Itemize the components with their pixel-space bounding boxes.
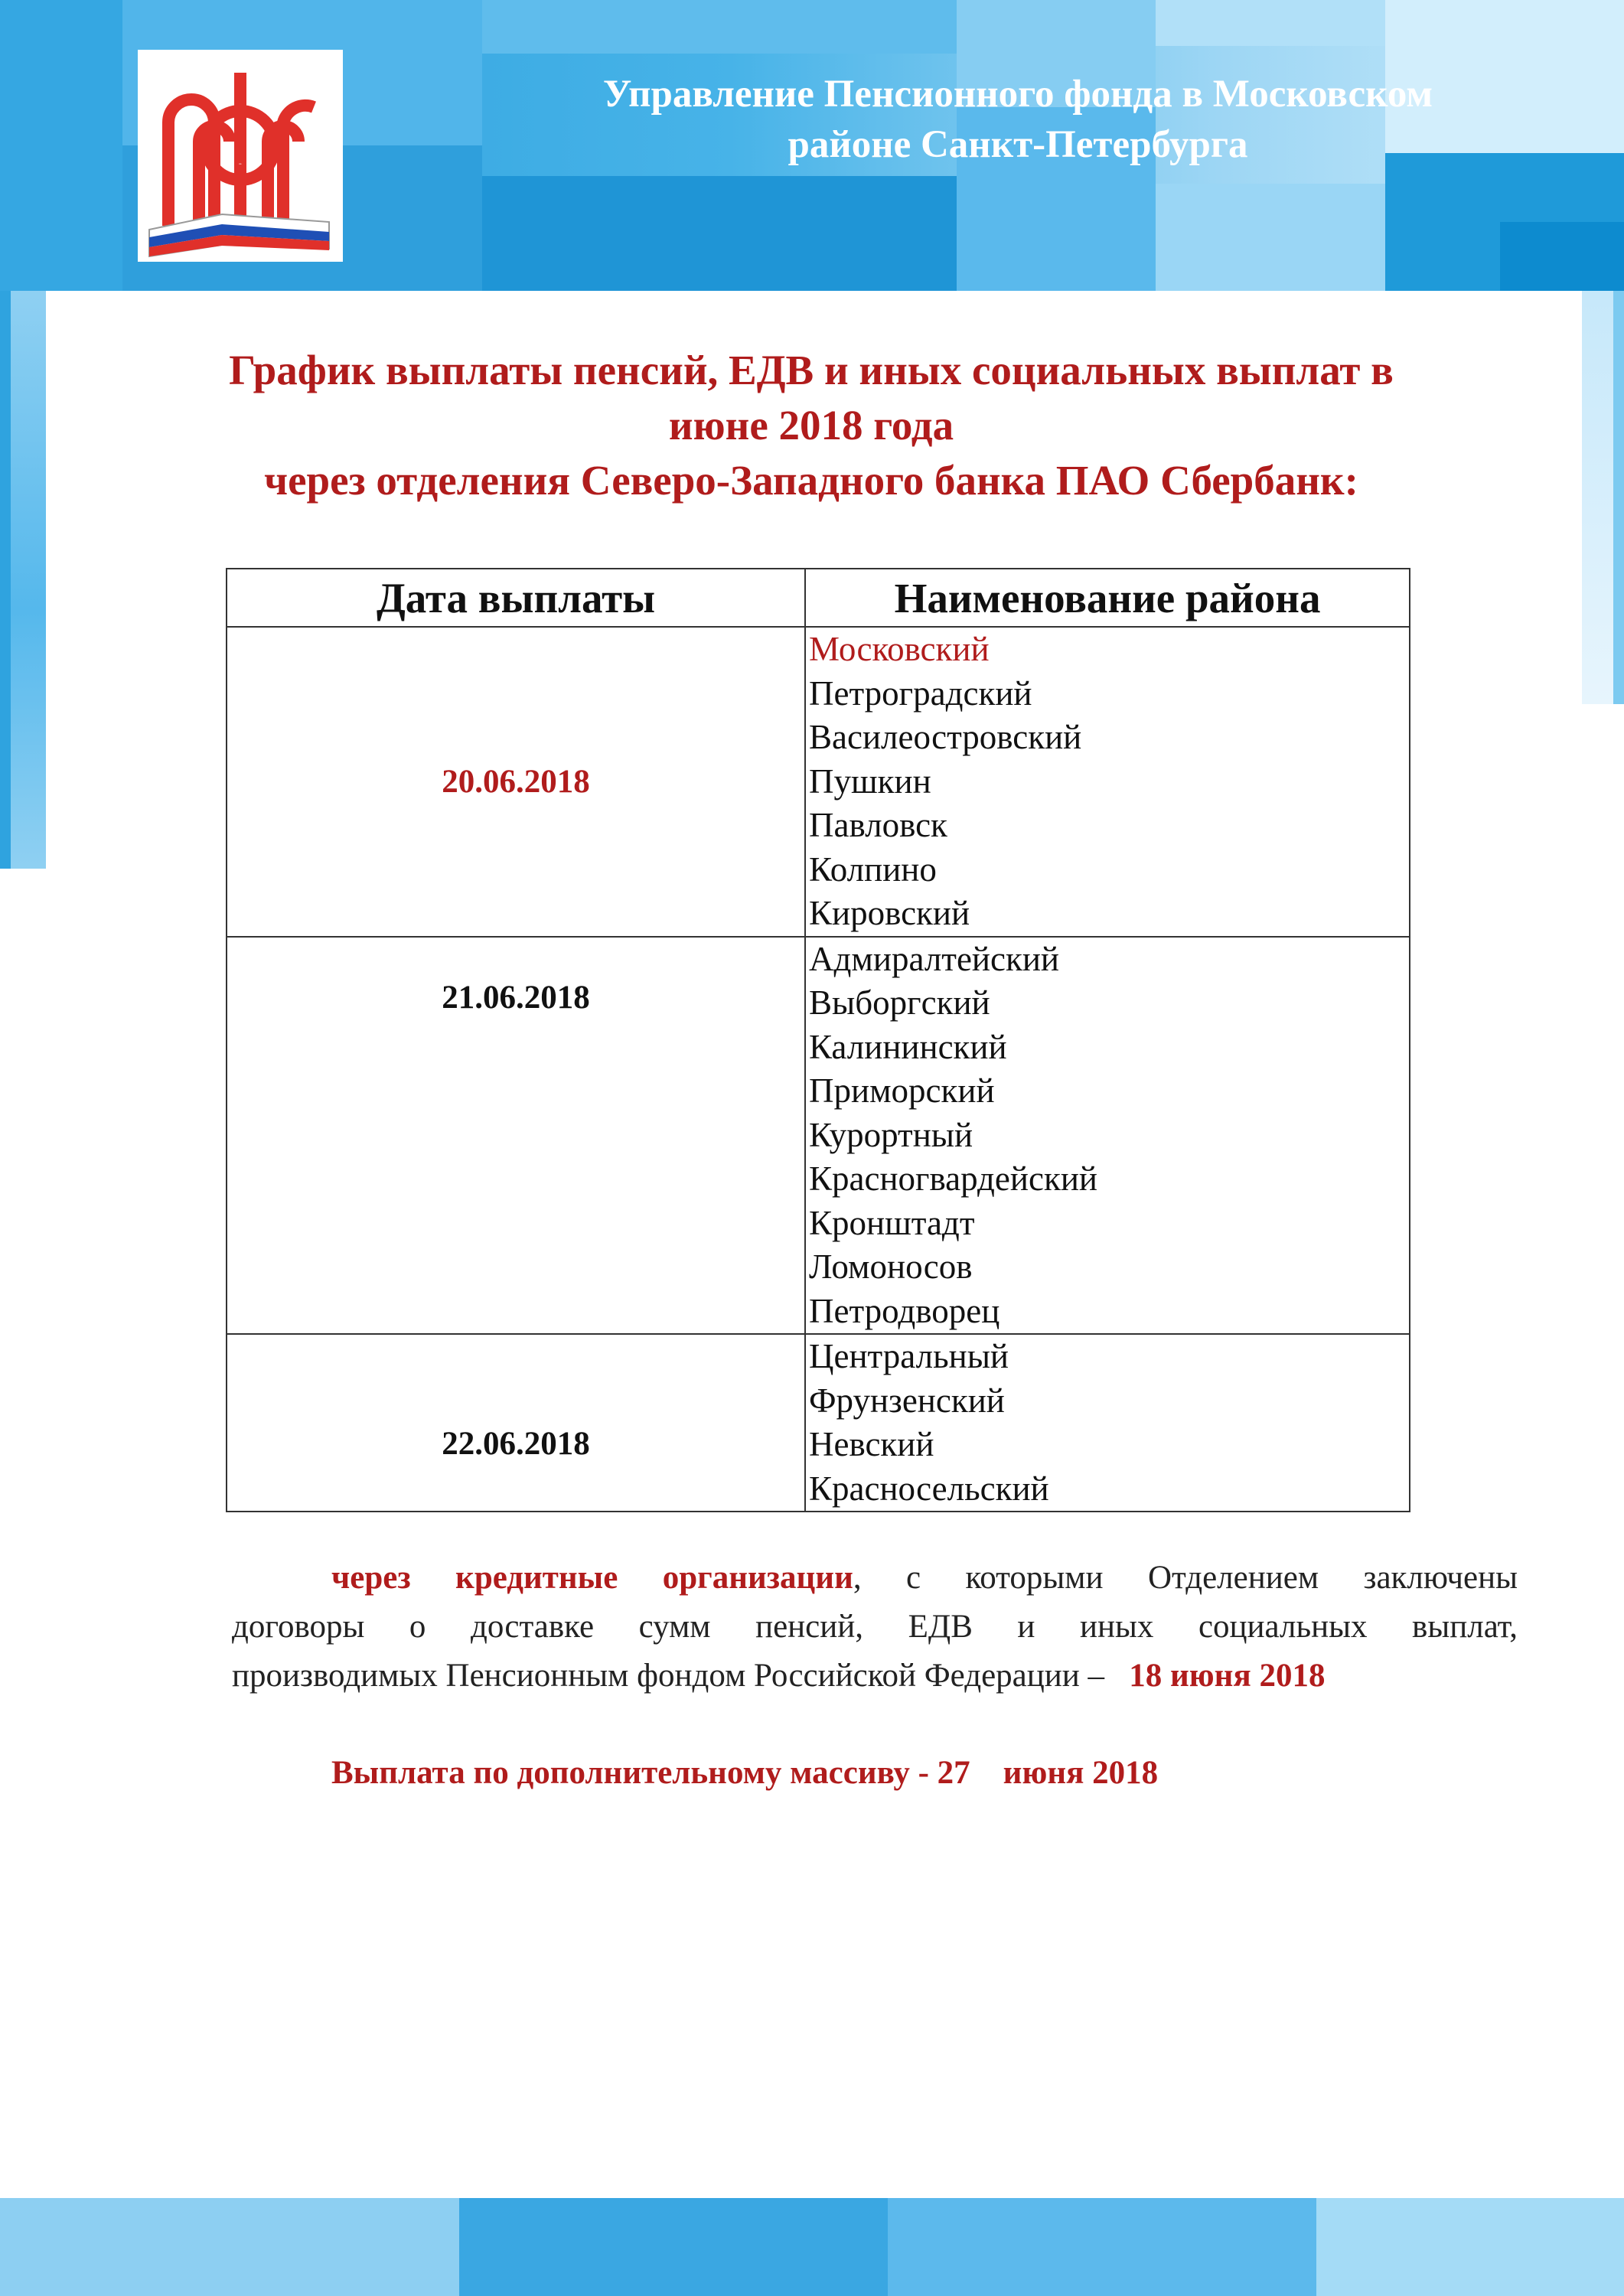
district-item: Петроградский <box>809 673 1032 713</box>
org-line-2: районе Санкт-Петербурга <box>788 123 1248 166</box>
district-item: Красногвардейский <box>809 1159 1097 1198</box>
column-header-district: Наименование района <box>805 569 1410 627</box>
district-item: Павловск <box>809 806 947 844</box>
district-item: Московский <box>809 630 990 668</box>
pfr-emblem-icon <box>138 50 343 262</box>
district-list <box>805 1334 1410 1512</box>
district-item: Ломоносов <box>809 1247 973 1286</box>
footer-banner <box>0 2198 1624 2296</box>
table-header-row <box>227 569 1410 627</box>
district-item: Курортный <box>809 1115 973 1154</box>
page-title <box>77 343 1546 508</box>
district-item: Василеостровский <box>809 718 1082 756</box>
org-line-1: Управление Пенсионного фонда в Московском <box>602 73 1433 116</box>
title-line-2: июне 2018 года <box>668 402 954 448</box>
district-item: Петродворец <box>809 1291 1000 1330</box>
district-list <box>805 937 1410 1335</box>
credit-text-1: , с которыми Отделением заключены <box>853 1560 1518 1596</box>
district-item: Выборгский <box>809 983 990 1022</box>
district-item: Кировский <box>809 894 970 932</box>
payment-schedule-table <box>226 568 1410 1512</box>
table-row <box>227 937 1410 1335</box>
credit-organizations-paragraph <box>232 1554 1518 1701</box>
district-item: Невский <box>809 1425 934 1463</box>
title-line-1: График выплаты пенсий, ЕДВ и иных социальных выплат в <box>229 347 1394 393</box>
paragraph-line-2: договоры о доставке сумм пенсий, ЕДВ и иных социальных выплат, <box>232 1609 1518 1645</box>
credit-payment-date: 18 июня 2018 <box>1129 1658 1326 1694</box>
title-line-3: через отделения Северо-Западного банка ПАО Сбербанк: <box>264 457 1358 504</box>
credit-text-3: производимых Пенсионным фондом Российской Федерации – <box>232 1658 1105 1694</box>
payment-date: 21.06.2018 <box>227 937 805 1335</box>
district-item: Центральный <box>809 1337 1009 1375</box>
district-item: Калининский <box>809 1027 1007 1066</box>
district-item: Фрунзенский <box>809 1381 1005 1420</box>
payment-date: 22.06.2018 <box>227 1334 805 1512</box>
district-item: Кронштадт <box>809 1203 975 1242</box>
table-row <box>227 1334 1410 1512</box>
extra-payment-notice: Выплата по дополнительному массиву - 27 июня 2018 <box>331 1755 1159 1791</box>
district-item: Колпино <box>809 850 937 889</box>
paragraph-line-1 <box>232 1554 1518 1603</box>
district-item: Адмиралтейский <box>809 939 1059 978</box>
payment-date: 20.06.2018 <box>227 627 805 937</box>
column-header-date: Дата выплаты <box>227 569 805 627</box>
district-item: Пушкин <box>809 762 931 801</box>
table-row <box>227 627 1410 937</box>
district-item: Приморский <box>809 1071 995 1110</box>
paragraph-line-3 <box>232 1652 1518 1701</box>
district-item: Красносельский <box>809 1469 1049 1508</box>
district-list <box>805 627 1410 937</box>
left-decor-edge <box>0 291 11 869</box>
organization-title <box>459 69 1577 170</box>
credit-lead: через кредитные организации <box>331 1560 853 1596</box>
right-decor-edge <box>1613 291 1624 704</box>
svg-text:ПФ: ПФ <box>239 164 242 165</box>
pfr-logo <box>138 50 343 262</box>
